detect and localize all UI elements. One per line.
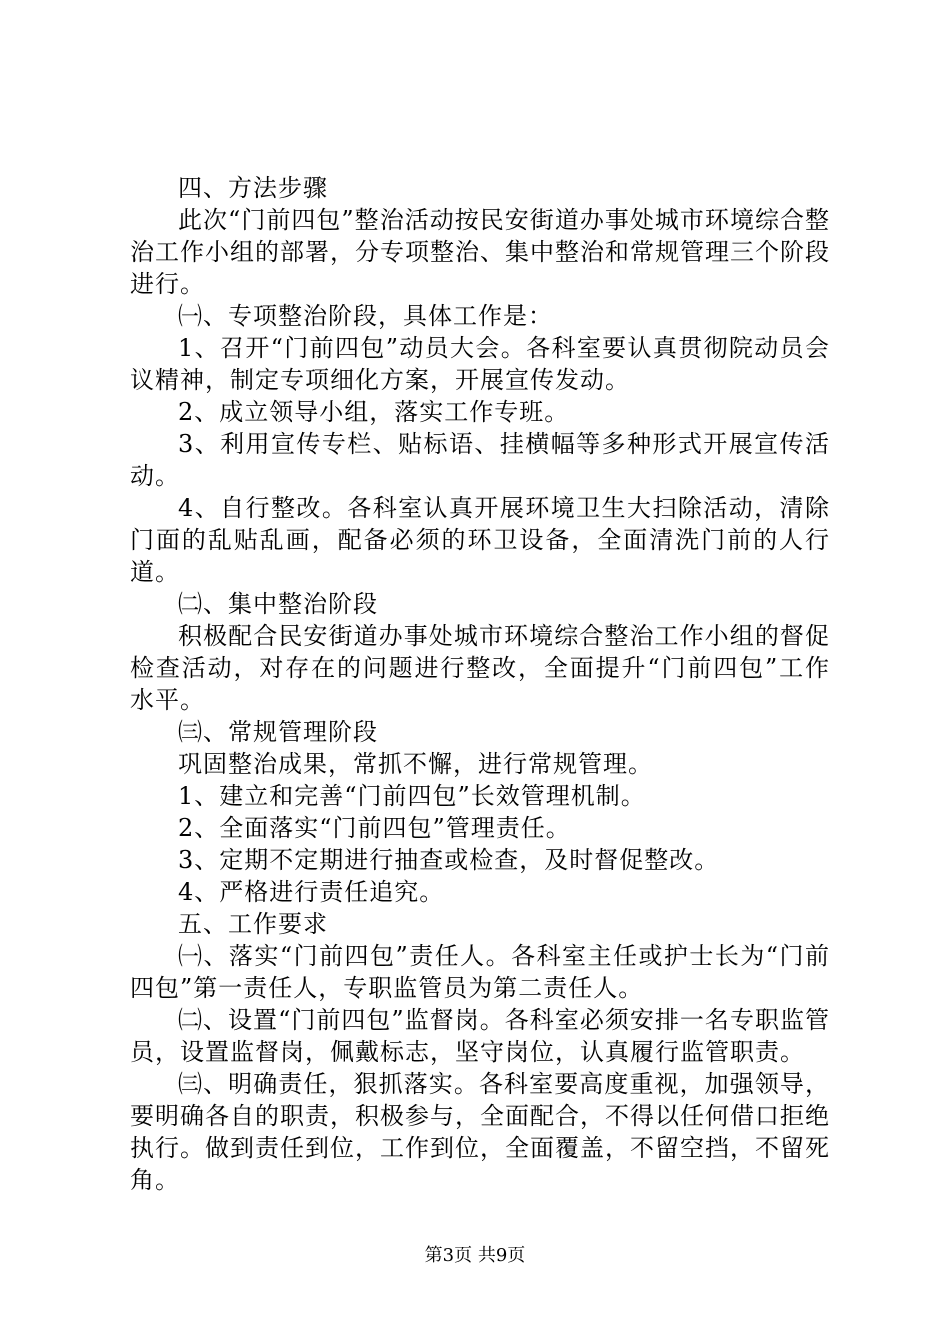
paragraph: 此次“门前四包”整治活动按民安街道办事处城市环境综合整治工作小组的部署，分专项整治、集中整治和常规管理三个阶段进行。: [130, 206, 830, 298]
paragraph: 积极配合民安街道办事处城市环境综合整治工作小组的督促检查活动，对存在的问题进行整改，全面提升“门前四包”工作水平。: [130, 622, 830, 714]
subsection-heading: ㈠、专项整治阶段，具体工作是：: [178, 302, 553, 330]
subsection-heading: ㈡、集中整治阶段: [178, 590, 378, 618]
list-item: 1、召开“门前四包”动员大会。各科室要认真贯彻院动员会议精神，制定专项细化方案，开展宣传发动。: [130, 334, 830, 394]
subsection-heading: ㈢、常规管理阶段: [178, 718, 378, 746]
section-heading: 五、工作要求: [178, 910, 328, 938]
page-footer: [0, 1245, 950, 1267]
list-item: 4、严格进行责任追究。: [178, 878, 445, 906]
list-item: 1、建立和完善“门前四包”长效管理机制。: [178, 782, 646, 810]
paragraph: 巩固整治成果，常抓不懈，进行常规管理。: [178, 750, 653, 778]
list-item: 3、定期不定期进行抽查或检查，及时督促整改。: [178, 846, 720, 874]
section-heading: 四、方法步骤: [178, 174, 328, 202]
list-item: 2、成立领导小组，落实工作专班。: [178, 398, 570, 426]
paragraph: ㈠、落实“门前四包”责任人。各科室主任或护士长为“门前四包”第一责任人，专职监管员为第二责任人。: [130, 942, 830, 1002]
document-body: [130, 172, 830, 1196]
paragraph: ㈡、设置“门前四包”监督岗。各科室必须安排一名专职监管员，设置监督岗，佩戴标志，坚守岗位，认真履行监管职责。: [130, 1006, 830, 1066]
paragraph: ㈢、明确责任，狠抓落实。各科室要高度重视，加强领导，要明确各自的职责，积极参与，全面配合，不得以任何借口拒绝执行。做到责任到位，工作到位，全面覆盖，不留空挡，不留死角。: [130, 1070, 830, 1194]
list-item: 4、自行整改。各科室认真开展环境卫生大扫除活动，清除门面的乱贴乱画，配备必须的环卫设备，全面清洗门前的人行道。: [130, 494, 830, 586]
list-item: 3、利用宣传专栏、贴标语、挂横幅等多种形式开展宣传活动。: [130, 430, 830, 490]
list-item: 2、全面落实“门前四包”管理责任。: [178, 814, 571, 842]
page-number-label: 第3页 共9页: [424, 1245, 526, 1266]
